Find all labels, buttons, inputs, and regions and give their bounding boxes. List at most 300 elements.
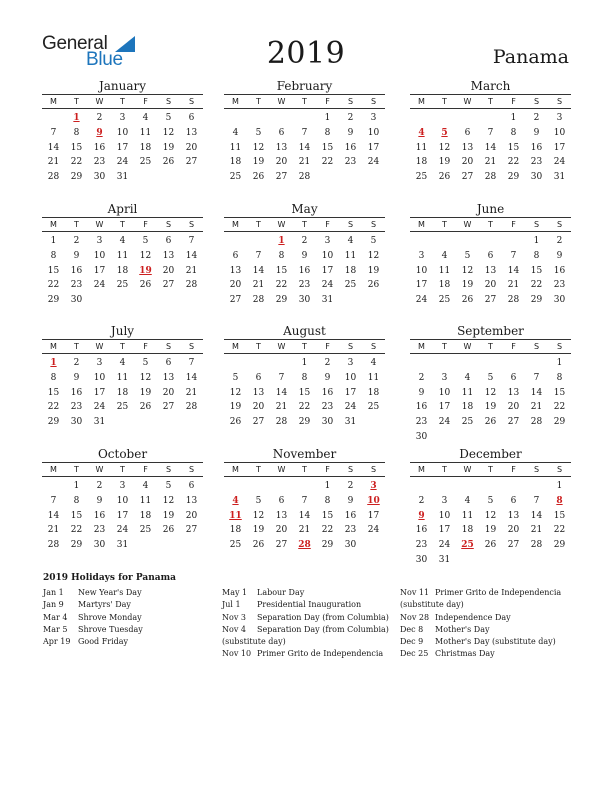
day-cell: 13	[162, 250, 175, 261]
month-march	[410, 79, 571, 199]
day-cell: 22	[321, 157, 334, 168]
weekday-label: T	[488, 97, 493, 106]
day-cell: 15	[507, 142, 520, 153]
day-cell: 10	[415, 265, 428, 276]
day-cell: 12	[252, 142, 265, 153]
day-cell: 7	[301, 495, 308, 506]
day-cell: 2	[301, 236, 308, 246]
weekday-label: T	[256, 465, 261, 474]
day-cell: 30	[70, 417, 83, 428]
weekday-label: T	[120, 342, 125, 351]
holiday-entry	[43, 624, 223, 636]
day-cell: 24	[367, 525, 380, 536]
weekday-label: T	[302, 465, 307, 474]
day-cell: 14	[252, 265, 265, 276]
day-cell: 5	[464, 250, 471, 261]
day-cell: 6	[165, 236, 172, 246]
weekday-label: M	[232, 220, 239, 229]
weekday-label: T	[120, 465, 125, 474]
day-cell: 15	[321, 510, 334, 521]
day-cell: 5	[370, 236, 377, 246]
day-cell: 1	[533, 236, 540, 246]
day-cell: 11	[139, 127, 152, 138]
day-cell: 23	[298, 280, 311, 291]
day-cell: 10	[321, 250, 334, 261]
day-cell: 6	[188, 481, 195, 491]
month-february	[224, 79, 385, 199]
day-cell: 2	[73, 358, 80, 368]
weekday-label: S	[188, 97, 195, 106]
day-cell: 23	[344, 525, 357, 536]
day-cell: 22	[298, 402, 311, 413]
day-cell: 18	[229, 525, 242, 536]
day-cell: 11	[367, 372, 380, 383]
day-cell: 9	[301, 250, 308, 261]
holiday-name: (substitute day)	[400, 600, 464, 610]
day-cell: 16	[344, 510, 357, 521]
weekday-label: T	[488, 342, 493, 351]
day-cell: 24	[116, 157, 129, 168]
weekday-label: S	[347, 220, 354, 229]
day-cell: 18	[438, 280, 451, 291]
month-title: May	[291, 202, 318, 216]
day-cell: 7	[533, 372, 540, 383]
day-cell: 5	[142, 358, 149, 368]
day-cell: 20	[484, 280, 497, 291]
day-cell: 1	[73, 481, 80, 491]
day-cell: 7	[255, 250, 262, 261]
day-cell: 13	[275, 142, 288, 153]
day-cell: 27	[162, 280, 175, 291]
holiday-date: Mar 5	[43, 624, 68, 634]
holiday-name: Separation Day (from Columbia)	[257, 624, 389, 634]
day-cell: 10	[438, 387, 451, 398]
weekday-label: M	[50, 342, 57, 351]
day-cell: 3	[370, 113, 377, 123]
day-cell: 19	[162, 142, 175, 153]
weekday-label: T	[442, 97, 447, 106]
day-cell: 24	[321, 280, 334, 291]
day-cell: 4	[370, 358, 377, 368]
day-cell: 9	[533, 127, 540, 138]
weekday-label: S	[533, 465, 540, 474]
month-april	[42, 202, 203, 322]
day-cell: 12	[229, 387, 242, 398]
day-cell: 24	[438, 540, 451, 551]
holiday-entry	[400, 587, 580, 599]
month-title: April	[107, 202, 138, 216]
day-cell: 29	[70, 540, 83, 551]
holidays-column	[43, 587, 223, 648]
day-cell: 12	[484, 510, 497, 521]
day-cell: 25	[116, 280, 129, 291]
holiday-date: Jan 9	[43, 600, 64, 610]
holiday-date: Nov 28	[400, 612, 430, 622]
holiday-entry	[222, 636, 402, 648]
day-cell: 30	[321, 417, 334, 428]
day-cell: 24	[367, 157, 380, 168]
day-cell: 12	[461, 265, 474, 276]
holiday-entry	[43, 636, 223, 648]
day-cell: 8	[50, 372, 57, 383]
month-title: September	[457, 324, 524, 338]
day-cell: 12	[139, 250, 152, 261]
month-title: January	[98, 79, 147, 93]
day-cell: 16	[321, 387, 334, 398]
day-cell: 28	[275, 417, 288, 428]
holiday-name: Shrove Monday	[78, 612, 142, 622]
day-cell: 1	[510, 113, 517, 123]
day-cell: 18	[461, 525, 474, 536]
day-cell: 9	[556, 250, 563, 261]
day-cell: 20	[507, 525, 520, 536]
day-cell: 21	[298, 525, 311, 536]
weekday-label: M	[418, 342, 425, 351]
day-cell: 13	[507, 510, 520, 521]
day-cell: 23	[93, 525, 106, 536]
day-cell: 21	[275, 402, 288, 413]
day-cell: 1	[556, 481, 563, 491]
day-cell: 7	[188, 358, 195, 368]
day-cell: 25	[229, 540, 242, 551]
day-cell: 12	[252, 510, 265, 521]
day-cell: 14	[47, 510, 60, 521]
day-cell: 23	[553, 280, 566, 291]
day-cell: 27	[484, 295, 497, 306]
day-cell: 29	[507, 172, 520, 183]
day-cell: 12	[162, 495, 175, 506]
day-cell: 27	[252, 417, 265, 428]
day-cell: 1	[556, 358, 563, 368]
weekday-label: T	[256, 220, 261, 229]
day-cell: 13	[275, 510, 288, 521]
month-title: October	[97, 447, 148, 461]
day-cell: 16	[298, 265, 311, 276]
day-cell: 17	[116, 142, 129, 153]
day-cell: 18	[116, 265, 129, 276]
weekday-label: M	[232, 342, 239, 351]
holiday-entry	[222, 599, 402, 611]
weekday-header	[224, 94, 385, 109]
day-cell: 17	[344, 387, 357, 398]
day-cell: 27	[162, 402, 175, 413]
day-cell: 30	[530, 172, 543, 183]
holiday-date: Apr 19	[43, 637, 71, 647]
holiday-name: Christmas Day	[435, 649, 495, 659]
day-cell: 31	[438, 555, 451, 565]
weekday-header	[410, 339, 571, 354]
day-cell: 21	[530, 402, 543, 413]
holiday-date: Jan 1	[43, 588, 64, 597]
day-cell: 14	[507, 265, 520, 276]
day-cell: 8	[533, 250, 540, 261]
weekday-label: F	[511, 220, 516, 229]
day-cell: 7	[487, 127, 494, 138]
day-cell: 29	[553, 417, 566, 428]
day-cell: 18	[461, 402, 474, 413]
day-cell: 11	[139, 495, 152, 506]
holiday-day: 1	[50, 358, 57, 368]
month-days	[410, 354, 571, 444]
day-cell: 13	[229, 265, 242, 276]
weekday-label: T	[74, 97, 79, 106]
day-cell: 22	[47, 280, 60, 291]
weekday-label: W	[277, 342, 286, 351]
day-cell: 22	[553, 402, 566, 413]
day-cell: 5	[165, 481, 172, 491]
weekday-label: W	[95, 220, 104, 229]
holiday-name: Mother's Day	[435, 624, 490, 634]
holiday-day: 10	[367, 495, 380, 506]
month-title: June	[476, 202, 505, 216]
weekday-label: F	[143, 465, 148, 474]
weekday-header	[224, 339, 385, 354]
day-cell: 25	[461, 417, 474, 428]
day-cell: 23	[70, 280, 83, 291]
weekday-label: T	[302, 220, 307, 229]
holiday-name: Good Friday	[78, 637, 129, 647]
day-cell: 10	[367, 127, 380, 138]
day-cell: 9	[418, 387, 425, 398]
holiday-name: (substitute day)	[222, 637, 286, 647]
holiday-name: Shrove Tuesday	[78, 624, 143, 634]
day-cell: 15	[275, 265, 288, 276]
month-january	[42, 79, 203, 199]
weekday-label: W	[95, 97, 104, 106]
day-cell: 31	[344, 417, 357, 428]
day-cell: 1	[50, 236, 57, 246]
month-title: November	[272, 447, 337, 461]
weekday-header	[42, 339, 203, 354]
day-cell: 7	[50, 127, 57, 138]
day-cell: 30	[70, 295, 83, 306]
holiday-entry	[400, 636, 580, 648]
holiday-day: 19	[139, 265, 152, 276]
day-cell: 6	[232, 250, 239, 261]
month-title: December	[459, 447, 522, 461]
month-title: August	[283, 324, 326, 338]
weekday-label: S	[165, 342, 172, 351]
day-cell: 29	[47, 417, 60, 428]
day-cell: 4	[347, 236, 354, 246]
day-cell: 27	[275, 540, 288, 551]
weekday-label: T	[256, 342, 261, 351]
day-cell: 17	[438, 402, 451, 413]
day-cell: 24	[344, 402, 357, 413]
day-cell: 12	[367, 250, 380, 261]
day-cell: 6	[510, 495, 517, 506]
day-cell: 11	[116, 250, 129, 261]
weekday-label: T	[302, 97, 307, 106]
day-cell: 3	[418, 250, 425, 261]
day-cell: 22	[321, 525, 334, 536]
month-days	[42, 232, 203, 322]
holiday-entry	[43, 587, 223, 599]
day-cell: 30	[415, 555, 428, 565]
day-cell: 2	[418, 495, 425, 506]
day-cell: 27	[461, 172, 474, 183]
day-cell: 17	[321, 265, 334, 276]
day-cell: 15	[47, 265, 60, 276]
day-cell: 2	[418, 372, 425, 383]
weekday-label: F	[325, 97, 330, 106]
day-cell: 5	[232, 372, 239, 383]
day-cell: 27	[185, 525, 198, 536]
weekday-label: W	[463, 342, 472, 351]
day-cell: 31	[93, 417, 106, 428]
day-cell: 5	[255, 127, 262, 138]
holiday-name: New Year's Day	[78, 588, 142, 597]
day-cell: 8	[73, 127, 80, 138]
holiday-entry	[400, 612, 580, 624]
weekday-label: T	[256, 97, 261, 106]
day-cell: 22	[47, 402, 60, 413]
day-cell: 25	[415, 172, 428, 183]
day-cell: 20	[185, 142, 198, 153]
day-cell: 16	[530, 142, 543, 153]
day-cell: 25	[344, 280, 357, 291]
day-cell: 26	[438, 172, 451, 183]
day-cell: 4	[464, 372, 471, 383]
holiday-date: Mar 4	[43, 612, 68, 622]
day-cell: 30	[415, 432, 428, 442]
weekday-label: T	[74, 465, 79, 474]
holiday-entry	[222, 612, 402, 624]
weekday-label: S	[347, 465, 354, 474]
day-cell: 8	[510, 127, 517, 138]
day-cell: 16	[344, 142, 357, 153]
day-cell: 25	[229, 172, 242, 183]
month-days	[42, 354, 203, 444]
day-cell: 15	[553, 387, 566, 398]
month-days	[224, 354, 385, 444]
holiday-date: Nov 10	[222, 649, 252, 659]
day-cell: 18	[415, 157, 428, 168]
holiday-entry	[400, 648, 580, 660]
day-cell: 8	[301, 372, 308, 383]
day-cell: 10	[93, 372, 106, 383]
weekday-label: S	[165, 220, 172, 229]
day-cell: 26	[484, 540, 497, 551]
day-cell: 11	[461, 387, 474, 398]
day-cell: 10	[438, 510, 451, 521]
holiday-day: 9	[96, 127, 103, 138]
day-cell: 7	[50, 495, 57, 506]
day-cell: 5	[487, 372, 494, 383]
day-cell: 25	[116, 402, 129, 413]
day-cell: 5	[255, 495, 262, 506]
day-cell: 22	[70, 157, 83, 168]
weekday-label: W	[277, 97, 286, 106]
weekday-label: M	[50, 220, 57, 229]
day-cell: 30	[93, 172, 106, 183]
weekday-label: S	[347, 97, 354, 106]
day-cell: 13	[185, 495, 198, 506]
day-cell: 23	[70, 402, 83, 413]
day-cell: 13	[484, 265, 497, 276]
weekday-label: W	[95, 342, 104, 351]
day-cell: 28	[185, 402, 198, 413]
day-cell: 10	[93, 250, 106, 261]
day-cell: 23	[321, 402, 334, 413]
weekday-label: T	[74, 220, 79, 229]
day-cell: 19	[252, 157, 265, 168]
day-cell: 30	[553, 295, 566, 306]
month-may	[224, 202, 385, 322]
weekday-header	[224, 217, 385, 232]
month-days	[224, 232, 385, 322]
day-cell: 24	[93, 280, 106, 291]
day-cell: 16	[415, 402, 428, 413]
weekday-label: F	[143, 220, 148, 229]
holidays-column	[222, 587, 402, 661]
weekday-label: F	[511, 465, 516, 474]
day-cell: 14	[185, 250, 198, 261]
day-cell: 16	[415, 525, 428, 536]
day-cell: 20	[275, 157, 288, 168]
day-cell: 21	[47, 525, 60, 536]
day-cell: 24	[438, 417, 451, 428]
day-cell: 25	[438, 295, 451, 306]
day-cell: 5	[142, 236, 149, 246]
day-cell: 21	[252, 280, 265, 291]
holiday-name: Separation Day (from Columbia)	[257, 612, 389, 622]
holiday-date: Nov 4	[222, 624, 246, 634]
holiday-day: 5	[441, 127, 448, 138]
weekday-label: T	[442, 220, 447, 229]
day-cell: 14	[484, 142, 497, 153]
weekday-label: F	[325, 220, 330, 229]
day-cell: 8	[324, 127, 331, 138]
day-cell: 4	[441, 250, 448, 261]
month-june	[410, 202, 571, 322]
day-cell: 29	[47, 295, 60, 306]
weekday-label: T	[442, 465, 447, 474]
day-cell: 17	[116, 510, 129, 521]
day-cell: 14	[185, 372, 198, 383]
holiday-name: Primer Grito de Independencia	[257, 649, 384, 659]
holiday-date: Dec 8	[400, 624, 424, 634]
day-cell: 3	[96, 358, 103, 368]
day-cell: 14	[530, 510, 543, 521]
day-cell: 7	[301, 127, 308, 138]
day-cell: 9	[347, 495, 354, 506]
day-cell: 4	[142, 481, 149, 491]
weekday-label: S	[347, 342, 354, 351]
day-cell: 24	[116, 525, 129, 536]
day-cell: 21	[530, 525, 543, 536]
day-cell: 10	[116, 495, 129, 506]
weekday-label: S	[556, 465, 563, 474]
day-cell: 29	[298, 417, 311, 428]
day-cell: 31	[553, 172, 566, 183]
holiday-day: 1	[278, 236, 285, 246]
day-cell: 12	[162, 127, 175, 138]
day-cell: 29	[553, 540, 566, 551]
holiday-day: 8	[556, 495, 563, 506]
day-cell: 16	[553, 265, 566, 276]
day-cell: 11	[229, 142, 242, 153]
day-cell: 28	[47, 540, 60, 551]
holiday-date: Dec 9	[400, 637, 424, 647]
day-cell: 17	[553, 142, 566, 153]
weekday-label: T	[442, 342, 447, 351]
weekday-header	[224, 462, 385, 477]
holiday-entry	[43, 599, 223, 611]
day-cell: 15	[530, 265, 543, 276]
day-cell: 14	[275, 387, 288, 398]
day-cell: 2	[73, 236, 80, 246]
